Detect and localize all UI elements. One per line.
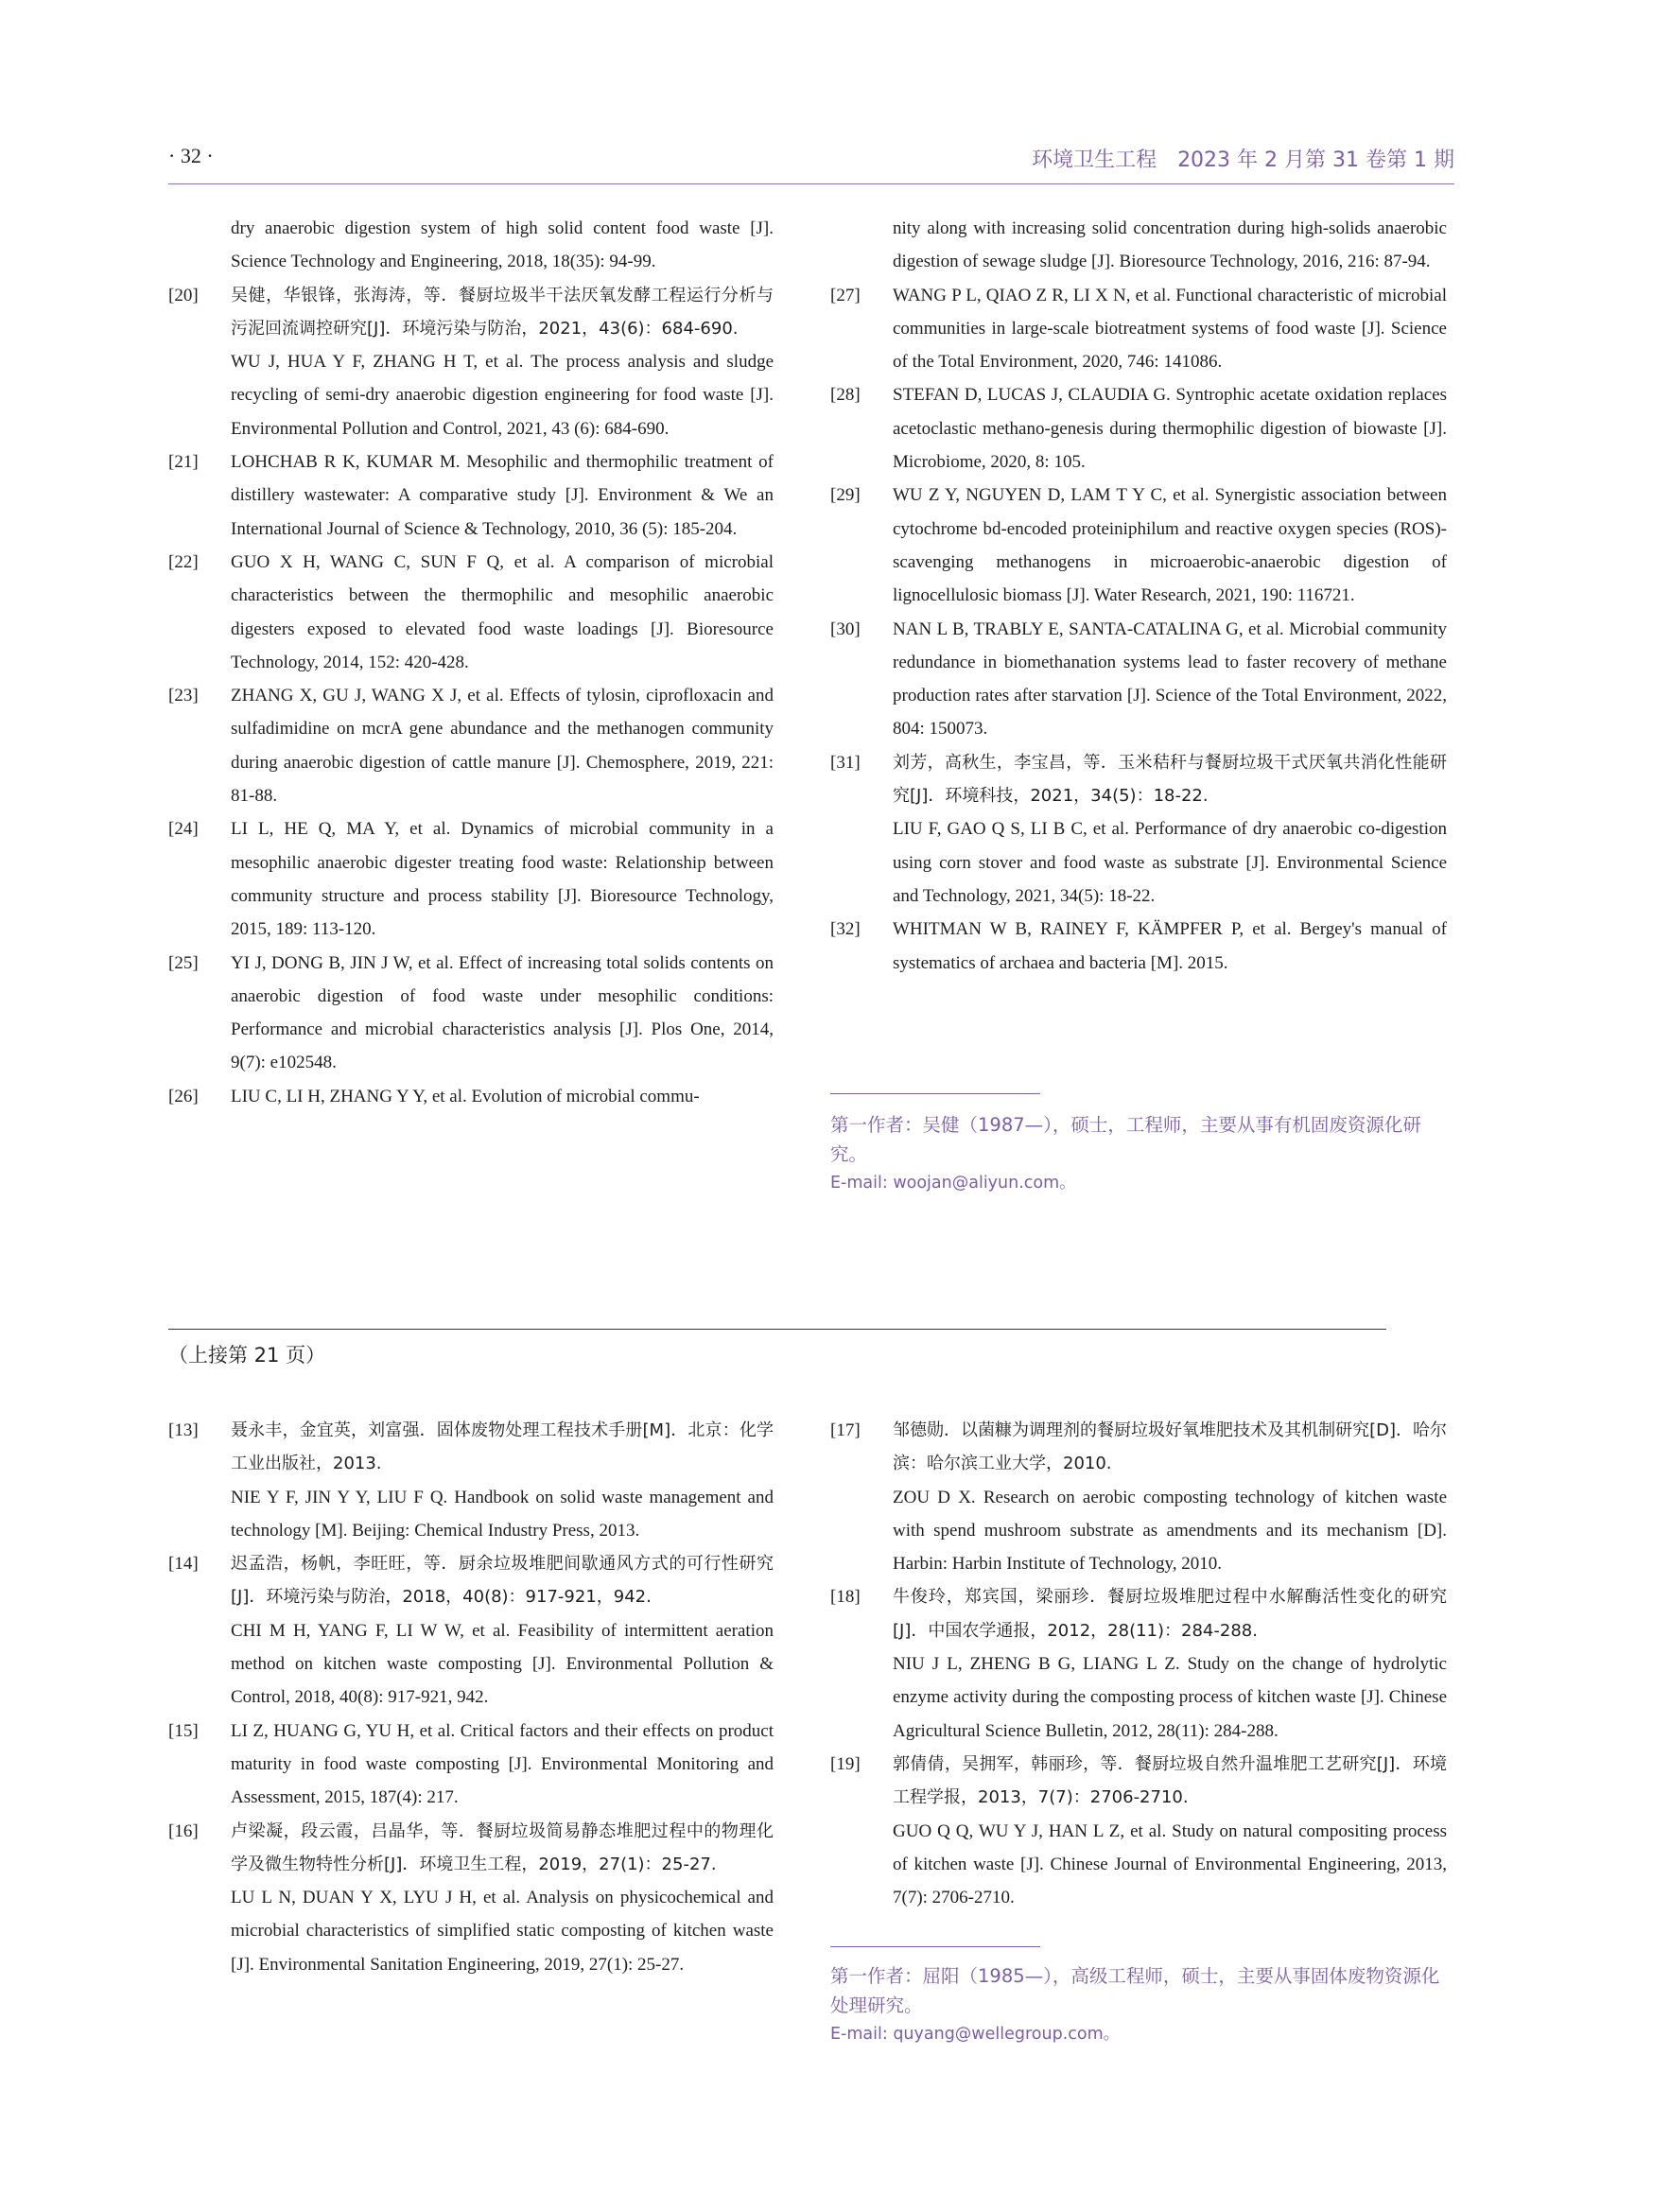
author-note [830, 1110, 1445, 1198]
reference-number: [24] [168, 819, 199, 840]
footnote-divider [830, 1093, 1040, 1094]
reference-text: 郭倩倩，吴拥军，韩丽珍，等．餐厨垃圾自然升温堆肥工艺研究[J]．环境工程学报，2013，7(7)：2706-2710. [893, 1753, 1447, 1808]
author-note-text: 第一作者：吴健（1987—），硕士，工程师，主要从事有机固废资源化研究。 [830, 1114, 1421, 1165]
top-left-column [168, 212, 774, 1113]
page-header [168, 142, 1454, 184]
reference-entry [168, 445, 774, 546]
reference-number: [17] [830, 1420, 861, 1440]
journal-info: 环境卫生工程 2023 年 2 月第 31 卷第 1 期 [1032, 148, 1454, 172]
reference-entry [168, 546, 774, 679]
reference-text: NIE Y F, JIN Y Y, LIU F Q. Handbook on solid waste management and technology [M]. Beijing: Chemical Industry Press, 2013. [231, 1487, 774, 1541]
reference-text: LOHCHAB R K, KUMAR M. Mesophilic and thermophilic treatment of distillery wastewater: A comparative study [J]. Environment & We an International Journal of Science & Technology, 2010, 36 (5): 185-204. [231, 452, 774, 539]
reference-text: LI Z, HUANG G, YU H, et al. Critical factors and their effects on product maturity in food waste composting [J]. Environmental Monitoring and Assessment, 2015, 187(4): 217. [231, 1720, 774, 1808]
reference-number: [29] [830, 485, 861, 506]
reference-text: LIU F, GAO Q S, LI B C, et al. Performance of dry anaerobic co-digestion using corn stover and food waste as substrate [J]. Environmental Science and Technology, 2021, 34(5): 18-22. [893, 819, 1447, 906]
footnote-divider [830, 1946, 1040, 1947]
author-note-text: 第一作者：屈阳（1985—），高级工程师，硕士，主要从事固体废物资源化处理研究。 [830, 1965, 1440, 2016]
reference-text: WU Z Y, NGUYEN D, LAM T Y C, et al. Synergistic association between cytochrome bd-encoded proteiniphilum and reactive oxygen species (ROS)-scavenging methanogens in microaerobic-anaerobic digestion of lignocellulosic biomass [J]. Water Research, 2021, 190: 116721. [893, 485, 1447, 606]
reference-number: [32] [830, 919, 861, 940]
reference-number: [31] [830, 752, 861, 773]
continuation-text: dry anaerobic digestion system of high solid content food waste [J]. Science Technology and Engineering, 2018, 18(35): 94-99. [231, 218, 774, 272]
reference-entry [168, 1815, 774, 1981]
reference-number: [13] [168, 1420, 199, 1440]
top-right-column [830, 212, 1447, 980]
reference-text: 刘芳，高秋生，李宝昌，等．玉米秸秆与餐厨垃圾干式厌氧共消化性能研究[J]．环境科技，2021，34(5)：18-22. [893, 752, 1447, 807]
reference-number: [14] [168, 1554, 199, 1575]
reference-text: NIU J L, ZHENG B G, LIANG L Z. Study on the change of hydrolytic enzyme activity during the composting process of kitchen waste [J]. Chinese Agricultural Science Bulletin, 2012, 28(11): 284-288. [893, 1654, 1447, 1741]
reference-entry [168, 812, 774, 946]
reference-text: LI L, HE Q, MA Y, et al. Dynamics of microbial community in a mesophilic anaerobic digester treating food waste: Relationship between community structure and process stability [J]. Bioresource Technology, 2015, 189: 113-120. [231, 819, 774, 940]
reference-text: 邹德勋．以菌糠为调理剂的餐厨垃圾好氧堆肥技术及其机制研究[D]．哈尔滨：哈尔滨工业大学，2010. [893, 1420, 1447, 1474]
reference-text: LIU C, LI H, ZHANG Y Y, et al. Evolution of microbial commu- [231, 1086, 700, 1106]
reference-text: ZOU D X. Research on aerobic composting technology of kitchen waste with spend mushroom substrate as amendments and its mechanism [D]. Harbin: Harbin Institute of Technology, 2010. [893, 1487, 1447, 1575]
reference-text: GUO Q Q, WU Y J, HAN L Z, et al. Study on natural compositing process of kitchen waste [J]. Chinese Journal of Environmental Engineering, 2013, 7(7): 2706-2710. [893, 1820, 1447, 1908]
reference-entry [168, 1080, 774, 1113]
reference-entry [168, 279, 774, 445]
reference-entry [830, 913, 1447, 980]
continued-from-label: （上接第 21 页） [168, 1344, 326, 1367]
reference-entry [830, 1580, 1447, 1747]
continuation-text: nity along with increasing solid concentration during high-solids anaerobic digestion of sewage sludge [J]. Bioresource Technology, 2016, 216: 87-94. [893, 218, 1447, 272]
reference-number: [26] [168, 1086, 199, 1106]
reference-entry [168, 1547, 774, 1714]
reference-text: 牛俊玲，郑宾国，梁丽珍．餐厨垃圾堆肥过程中水解酶活性变化的研究[J]．中国农学通报，2012，28(11)：284-288. [893, 1587, 1447, 1641]
reference-entry [830, 378, 1447, 479]
reference-text: GUO X H, WANG C, SUN F Q, et al. A comparison of microbial characteristics between the thermophilic and mesophilic anaerobic digesters exposed to elevated food waste loadings [J]. Bioresource Technology, 2014, 152: 420-428. [231, 551, 774, 672]
author-email: E-mail: woojan@aliyun.com。 [830, 1174, 1076, 1193]
reference-entry [168, 679, 774, 812]
author-email: E-mail: quyang@wellegroup.com。 [830, 2025, 1121, 2044]
reference-entry [830, 746, 1447, 913]
reference-number: [22] [168, 551, 199, 572]
reference-number: [28] [830, 385, 861, 406]
reference-text: ZHANG X, GU J, WANG X J, et al. Effects of tylosin, ciprofloxacin and sulfadimidine on mcrA gene abundance and the methanogen community during anaerobic digestion of cattle manure [J]. Chemosphere, 2019, 221: 81-88. [231, 686, 774, 807]
reference-entry [168, 1414, 774, 1547]
reference-text: 聂永丰，金宜英，刘富强．固体废物处理工程技术手册[M]．北京：化学工业出版社，2013. [231, 1420, 774, 1474]
reference-text: 吴健，华银锋，张海涛，等．餐厨垃圾半干法厌氧发酵工程运行分析与污泥回流调控研究[J]．环境污染与防治，2021，43(6)：684-690. [231, 285, 774, 339]
reference-number: [27] [830, 285, 861, 305]
reference-entry [168, 947, 774, 1080]
reference-text: 迟孟浩，杨帆，李旺旺，等．厨余垃圾堆肥间歇通风方式的可行性研究[J]．环境污染与防治，2018，40(8)：917-921，942. [231, 1554, 774, 1608]
reference-number: [20] [168, 285, 199, 305]
reference-text: CHI M H, YANG F, LI W W, et al. Feasibility of intermittent aeration method on kitchen waste composting [J]. Environmental Pollution & Control, 2018, 40(8): 917-921, 942. [231, 1620, 774, 1708]
reference-text: LU L N, DUAN Y X, LYU J H, et al. Analysis on physicochemical and microbial characteristics of simplified static composting of kitchen waste [J]. Environmental Sanitation Engineering, 2019, 27(1): 25-27. [231, 1888, 774, 1975]
reference-text: WANG P L, QIAO Z R, LI X N, et al. Functional characteristic of microbial communities in large-scale biotreatment systems of food waste [J]. Science of the Total Environment, 2020, 746: 141086. [893, 285, 1447, 373]
reference-text: YI J, DONG B, JIN J W, et al. Effect of increasing total solids contents on anaerobic digestion of food waste under mesophilic conditions: Performance and microbial characteristics analysis [J]. Plos One, 2014, 9(7): e102548. [231, 952, 774, 1073]
bottom-left-column [168, 1414, 774, 1981]
section-divider [168, 1329, 1386, 1330]
reference-text: WHITMAN W B, RAINEY F, KÄMPFER P, et al. Bergey's manual of systematics of archaea and bacteria [M]. 2015. [893, 919, 1447, 973]
reference-number: [30] [830, 618, 861, 639]
reference-entry [830, 1748, 1447, 1914]
reference-text: NAN L B, TRABLY E, SANTA-CATALINA G, et al. Microbial community redundance in biomethanation systems lead to faster recovery of methane production rates after starvation [J]. Science of the Total Environment, 2022, 804: 150073. [893, 618, 1447, 740]
reference-number: [18] [830, 1587, 861, 1608]
page-number: · 32 · [168, 144, 214, 167]
reference-entry [168, 1715, 774, 1815]
reference-text: 卢梁凝，段云霞，吕晶华，等．餐厨垃圾简易静态堆肥过程中的物理化学及微生物特性分析[J]．环境卫生工程，2019，27(1)：25-27. [231, 1820, 774, 1874]
reference-entry [830, 613, 1447, 746]
reference-entry [830, 479, 1447, 612]
reference-number: [15] [168, 1720, 199, 1741]
reference-number: [25] [168, 952, 199, 973]
reference-entry [830, 1414, 1447, 1580]
reference-text: WU J, HUA Y F, ZHANG H T, et al. The process analysis and sludge recycling of semi-dry anaerobic digestion engineering for food waste [J]. Environmental Pollution and Control, 2021, 43 (6): 684-690. [231, 352, 774, 439]
author-note [830, 1961, 1445, 2049]
reference-entry [830, 279, 1447, 379]
reference-number: [19] [830, 1753, 861, 1774]
reference-number: [23] [168, 686, 199, 706]
reference-text: STEFAN D, LUCAS J, CLAUDIA G. Syntrophic acetate oxidation replaces acetoclastic methano-genesis during thermophilic digestion of biowaste [J]. Microbiome, 2020, 8: 105. [893, 385, 1447, 473]
bottom-right-column [830, 1414, 1447, 1914]
reference-number: [21] [168, 452, 199, 473]
reference-number: [16] [168, 1820, 199, 1841]
